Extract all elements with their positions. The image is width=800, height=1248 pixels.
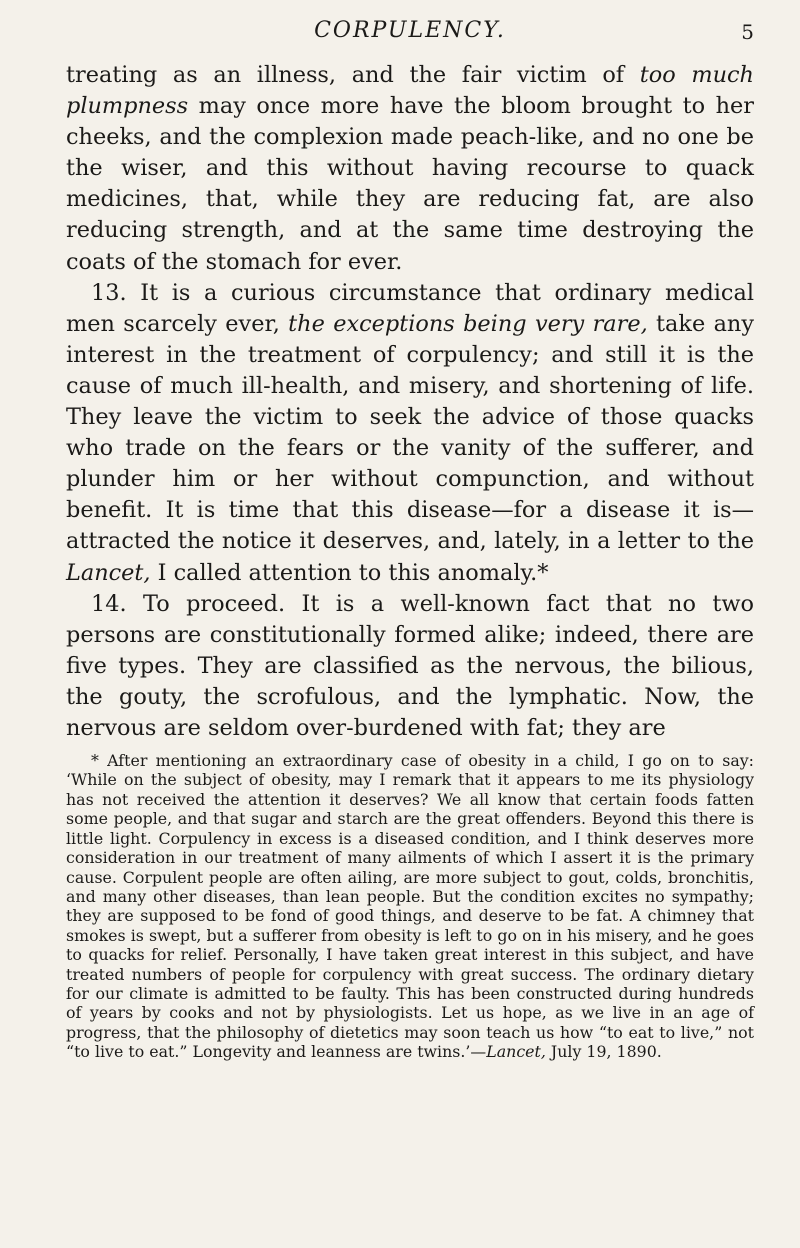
running-title: CORPULENCY.: [314, 18, 506, 43]
page-number: 5: [741, 20, 754, 44]
text-run: may once more have the bloom brought to her cheeks, and the complexion made peach-like, and no one be the wiser, and this without having recourse to quack medicines, that, while they are reducing fat, are also reducing strength, and at the same time destroying the coats of the stomach for ever.: [66, 93, 754, 275]
text-run: take any interest in the treatment of corpulency; and still it is the cause of much ill-health, and misery, and shortening of life. They leave the victim to seek the advice of those quacks who trade on the fears or the vanity of the sufferer, and plunder him or her without compunction, and without benefit. It is time that this disease—for a disease it is—attracted the notice it deserves, and, lately, in a letter to the: [66, 310, 754, 555]
footnote-text: July 19, 1890.: [545, 1042, 662, 1062]
text-run: 13. It is a curious circumstance that ordinary medical men scarcely ever,: [66, 279, 754, 337]
text-run: I called attention to this anomaly.*: [150, 559, 549, 586]
text-run: treating as an illness, and the fair victim of: [66, 62, 640, 88]
paragraph-14: [66, 589, 754, 744]
italic-run-lancet: Lancet,: [66, 559, 151, 586]
running-head: [66, 14, 754, 50]
footnote-italic-lancet: Lancet,: [486, 1042, 546, 1062]
paragraph-continued: [66, 60, 754, 278]
body-text: [66, 60, 754, 744]
footnote-text: * After mentioning an extraordinary case of obesity in a child, I go on to say: ‘While on the subject of obesity, may I remark that it appears to me its physiology has not received the attention it deserves? We all know that certain foods fatten some people, and that sugar and starch are the great offenders. Beyond this there is little light. Corpulency in excess is a diseased condition, and I think deserves more consideration in our treatment of many ailments of which I assert it is the primary cause. Corpulent people are often ailing, are more subject to gout, colds, bronchitis, and many other diseases, than lean people. But the condition excites no sympathy; they are supposed to be fond of good things, and deserve to be fat. A chimney that smokes is swept, but a sufferer from obesity is left to go on in his misery, and he goes to quacks for relief. Personally, I have taken great interest in this subject, and have treated numbers of people for corpulency with great success. The ordinary dietary for our climate is admitted to be faulty. This has been constructed during hundreds of years by cooks and not by physiologists. Let us hope, as we live in an age of progress, that the philosophy of dietetics may soon teach us how “to eat to live,” not “to live to eat.” Longevity and leanness are twins.’—: [66, 751, 754, 1062]
paragraph-13: [66, 278, 754, 589]
footnote: [66, 751, 754, 1062]
italic-run: too much plumpness: [66, 62, 754, 120]
italic-run: the exceptions being very rare,: [288, 310, 648, 337]
book-page: [66, 14, 754, 1077]
text-run: 14. To proceed. It is a well-known fact that no two persons are constitutionally formed alike; indeed, there are five types. They are classified as the nervous, the bilious, the gouty, the scrofulous, and the lymphatic. Now, the nervous are seldom over-burdened with fat; they are: [66, 590, 754, 741]
